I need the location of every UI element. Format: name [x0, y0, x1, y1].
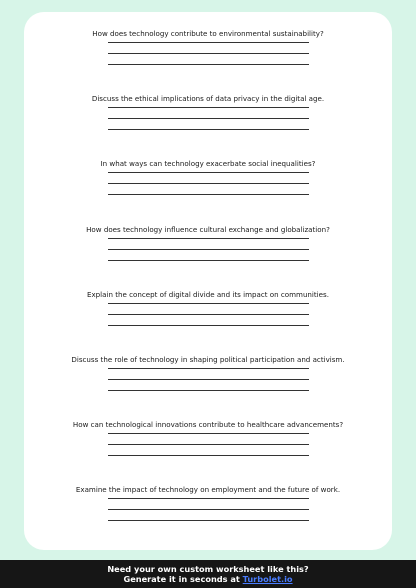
question-block-2 [24, 94, 392, 130]
answer-line [108, 53, 309, 54]
question-block-5 [24, 290, 392, 326]
answer-line [108, 183, 309, 184]
question-text: How can technological innovations contribute to healthcare advancements? [72, 420, 344, 429]
answer-line [108, 303, 309, 304]
answer-line [108, 194, 309, 195]
promo-footer [0, 560, 416, 588]
answer-line [108, 509, 309, 510]
question-block-8 [24, 485, 392, 521]
answer-line [108, 172, 309, 173]
question-text: Discuss the role of technology in shaping political participation and activism. [71, 355, 345, 364]
answer-line [108, 368, 309, 369]
answer-line [108, 64, 309, 65]
answer-line [108, 390, 309, 391]
answer-line [108, 444, 309, 445]
answer-line [108, 433, 309, 434]
answer-line [108, 129, 309, 130]
question-block-6 [24, 355, 392, 391]
question-block-4 [24, 225, 392, 261]
question-text: Discuss the ethical implications of data privacy in the digital age. [91, 94, 325, 103]
question-block-7 [24, 420, 392, 456]
footer-subline-text: Generate it in seconds at [123, 574, 243, 584]
answer-line [108, 238, 309, 239]
answer-line [108, 455, 309, 456]
answer-line [108, 249, 309, 250]
answer-line [108, 379, 309, 380]
footer-subline [0, 574, 416, 584]
question-block-3 [24, 159, 392, 195]
answer-line [108, 520, 309, 521]
answer-line [108, 325, 309, 326]
worksheet-sheet [24, 12, 392, 550]
answer-line [108, 118, 309, 119]
footer-headline: Need your own custom worksheet like this? [107, 564, 309, 574]
answer-line [108, 107, 309, 108]
question-text: Explain the concept of digital divide and its impact on communities. [87, 290, 329, 299]
question-text: How does technology influence cultural exchange and globalization? [86, 225, 330, 234]
answer-line [108, 498, 309, 499]
question-text: Examine the impact of technology on employment and the future of work. [75, 485, 341, 494]
question-text: In what ways can technology exacerbate social inequalities? [100, 159, 316, 168]
answer-line [108, 42, 309, 43]
answer-line [108, 314, 309, 315]
answer-line [108, 260, 309, 261]
question-block-1 [24, 29, 392, 65]
question-text: How does technology contribute to environmental sustainability? [92, 29, 324, 38]
footer-link[interactable]: Turbolet.io [242, 574, 293, 584]
